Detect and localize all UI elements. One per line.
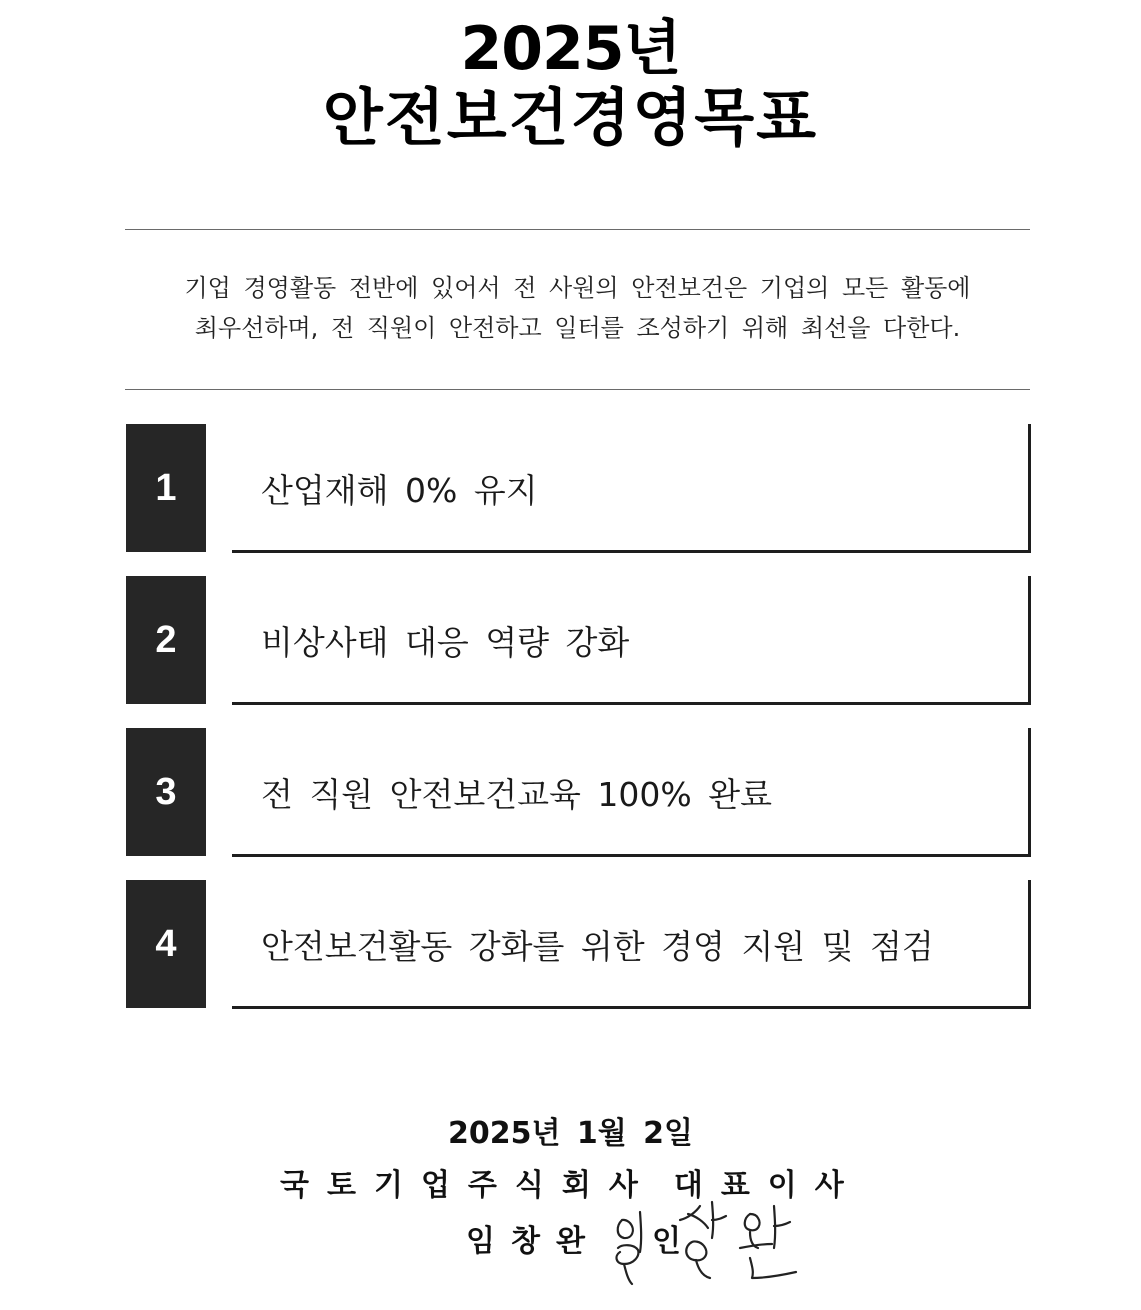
goal-text: 산업재해 0% 유지 bbox=[261, 470, 538, 510]
goal-number-badge: 4 bbox=[126, 880, 206, 1008]
goal-item bbox=[125, 728, 1031, 858]
policy-statement bbox=[125, 268, 1030, 348]
goal-text: 비상사태 대응 역량 강화 bbox=[261, 622, 630, 662]
goal-number-badge: 1 bbox=[126, 424, 206, 552]
handwritten-signature bbox=[600, 1192, 810, 1292]
bottom-divider bbox=[125, 389, 1030, 390]
company-name: 국토기업주식회사 bbox=[280, 1168, 656, 1203]
goal-item bbox=[125, 880, 1031, 1010]
representative-name: 임창완 bbox=[466, 1224, 601, 1259]
top-divider bbox=[125, 229, 1030, 230]
representative-title: 대표이사 bbox=[673, 1168, 862, 1203]
policy-statement-line-2: 최우선하며, 전 직원이 안전하고 일터를 조성하기 위해 최선을 다한다. bbox=[194, 314, 961, 342]
goal-number-badge: 2 bbox=[126, 576, 206, 704]
issue-date: 2025년 1월 2일 bbox=[447, 1116, 694, 1151]
document-main-title: 안전보건경영목표 bbox=[322, 81, 819, 154]
policy-statement-line-1: 기업 경영활동 전반에 있어서 전 사원의 안전보건은 기업의 모든 활동에 bbox=[184, 274, 971, 302]
goal-item bbox=[125, 424, 1031, 554]
seal-mark: 인 bbox=[652, 1224, 681, 1259]
document-year-title: 2025년 bbox=[460, 14, 681, 84]
goal-text: 전 직원 안전보건교육 100% 완료 bbox=[261, 774, 772, 814]
goal-text: 안전보건활동 강화를 위한 경영 지원 및 점검 bbox=[261, 926, 934, 966]
goal-item bbox=[125, 576, 1031, 706]
goal-number-badge: 3 bbox=[126, 728, 206, 856]
